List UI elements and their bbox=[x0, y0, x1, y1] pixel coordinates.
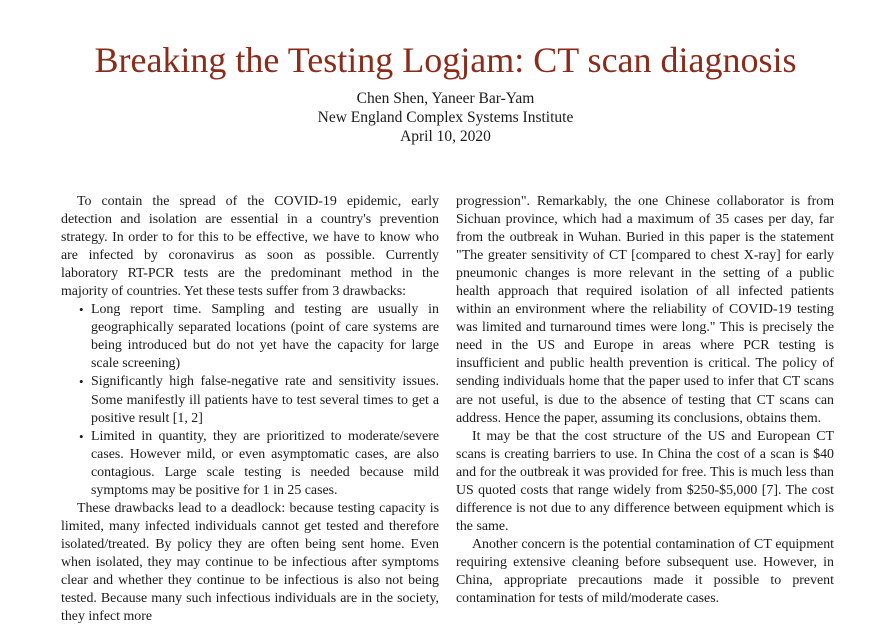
cost-paragraph: It may be that the cost structure of the US and European CT scans is creating barriers to use. In China the cost of a scan is $40 and for the outbreak it was provided for free. This is much less than US quoted costs that range widely from $250-$5,000 [7]. The cost difference is not due to any difference between equipment which is the same. bbox=[456, 428, 834, 534]
bullet-icon: • bbox=[79, 374, 84, 390]
affiliation: New England Complex Systems Institute bbox=[317, 109, 574, 126]
right-column bbox=[456, 193, 834, 608]
contamination-paragraph: Another concern is the potential contamination of CT equipment requiring extensive cleaning before subsequent use. However, in China, appropriate precautions made it possible to prevent contamination for tests of mild/moderate cases. bbox=[456, 536, 834, 607]
publication-date: April 10, 2020 bbox=[400, 128, 491, 145]
list-item bbox=[61, 428, 439, 500]
intro-paragraph: To contain the spread of the COVID-19 epidemic, early detection and isolation are essential in a country's prevention strategy. In order to for this to be effective, we have to know who are infected by coronavirus as soon as possible. Currently laboratory RT-PCR tests are the predominant method in the majority of countries. Yet these tests suffer from 3 drawbacks: bbox=[61, 194, 439, 300]
paper-title: Breaking the Testing Logjam: CT scan diagnosis bbox=[94, 40, 797, 80]
list-item bbox=[61, 301, 439, 373]
left-column bbox=[61, 193, 439, 626]
bullet-text: Long report time. Sampling and testing are usually in geographically separated locations (point of care systems are being introduced but do not yet have the capacity for large scale screening) bbox=[91, 302, 439, 372]
authors: Chen Shen, Yaneer Bar-Yam bbox=[356, 90, 535, 107]
list-item bbox=[61, 373, 439, 427]
deadlock-paragraph: These drawbacks lead to a deadlock: because testing capacity is limited, many infected individuals cannot get tested and therefore isolated/treated. By policy they are often being sent home. Even when isolated, they may continue to be infectious after symptoms clear and whether they continue to be infectious is also not being tested. Because many such infectious individuals are in the society, they infect more bbox=[61, 500, 439, 625]
bullet-text: Limited in quantity, they are prioritized to moderate/severe cases. However mild, or even asymptomatic cases, are also contagious. Large scale testing is needed because mild symptoms may be positive for 1 in 25 cases. bbox=[91, 428, 439, 498]
drawbacks-list bbox=[61, 301, 439, 500]
bullet-icon: • bbox=[79, 302, 84, 318]
bullet-text: Significantly high false-negative rate and sensitivity issues. Some manifestly ill patients have to test several times to get a positive result [1, 2] bbox=[91, 374, 439, 426]
bullet-icon: • bbox=[79, 428, 84, 444]
continuation-paragraph: progression". Remarkably, the one Chinese collaborator is from Sichuan province, which had a maximum of 35 cases per day, far from the outbreak in Wuhan. Buried in this paper is the statement "The greater sensitivity of CT [compared to chest X-ray] for early pneumonic changes is more relevant in the setting of a public health approach that required isolation of all infected patients within an environment where the reliability of COVID-19 testing was limited and turnaround times were long." This is precisely the need in the US and Europe in areas where PCR testing is insufficient and public health prevention is critical. The policy of sending individuals home that the paper used to infer that CT scans are not useful, is due to the absence of testing that CT scans can address. Hence the paper, assuming its conclusions, obtains them. bbox=[456, 194, 834, 426]
